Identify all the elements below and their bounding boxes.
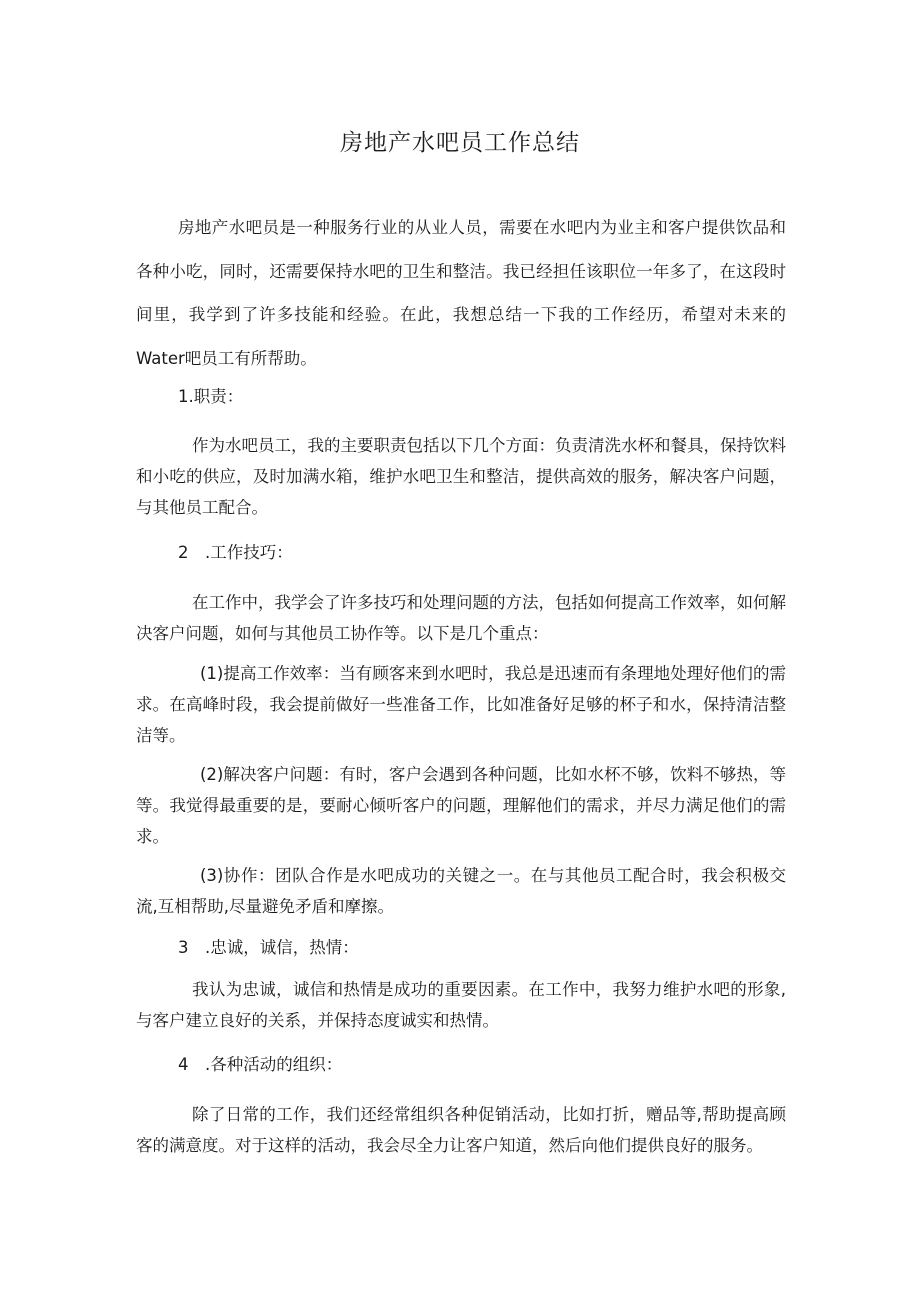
skills-point-customer-issues — [136, 759, 786, 852]
section-heading-skills: 2 .工作技巧： — [178, 543, 293, 562]
duties-text: 作为水吧员工，我的主要职责包括以下几个方面：负责清洗水杯和餐具，保持饮料和小吃的供应，及时加满水箱，维护水吧卫生和整洁，提供高效的服务，解决客户问题，与其他员工配合。 — [136, 436, 786, 517]
loyalty-paragraph — [136, 974, 786, 1036]
point-customer-issues-text: (2)解决客户问题：有时，客户会遇到各种问题，比如水杯不够，饮料不够热，等等。我觉得最重要的是，要耐心倾听客户的问题，理解他们的需求，并尽力满足他们的需求。 — [136, 765, 786, 846]
intro-text: 房地产水吧员是一种服务行业的从业人员，需要在水吧内为业主和客户提供饮品和各种小吃，同时，还需要保持水吧的卫生和整洁。我已经担任该职位一年多了，在这段时间里，我学到了许多技能和经验。在此，我想总结一下我的工作经历，希望对未来的Water吧员工有所帮助。 — [136, 218, 786, 368]
skills-paragraph — [136, 587, 786, 649]
skills-point-efficiency — [136, 658, 786, 751]
duties-paragraph — [136, 430, 786, 523]
skills-text: 在工作中，我学会了许多技巧和处理问题的方法，包括如何提高工作效率，如何解决客户问题，如何与其他员工协作等。以下是几个重点： — [136, 593, 786, 643]
intro-paragraph — [136, 206, 786, 380]
loyalty-text: 我认为忠诚，诚信和热情是成功的重要因素。在工作中，我努力维护水吧的形象,与客户建立良好的关系，并保持态度诚实和热情。 — [136, 980, 786, 1030]
skills-point-cooperation — [136, 860, 786, 922]
point-cooperation-text: (3)协作：团队合作是水吧成功的关键之一。在与其他员工配合时，我会积极交流,互相帮助,尽量避免矛盾和摩擦。 — [136, 866, 786, 916]
section-heading-loyalty: 3 .忠诚，诚信，热情： — [178, 938, 359, 957]
activities-text: 除了日常的工作，我们还经常组织各种促销活动，比如打折，赠品等,帮助提高顾客的满意度。对于这样的活动，我会尽全力让客户知道，然后向他们提供良好的服务。 — [136, 1105, 786, 1155]
section-heading-duties: 1.职责： — [178, 387, 244, 406]
point-efficiency-text: (1)提高工作效率：当有顾客来到水吧时，我总是迅速而有条理地处理好他们的需求。在高峰时段，我会提前做好一些准备工作，比如准备好足够的杯子和水，保持清洁整洁等。 — [136, 664, 786, 745]
document-title: 房地产水吧员工作总结 — [340, 130, 580, 156]
section-heading-activities: 4 .各种活动的组织： — [178, 1055, 343, 1074]
activities-paragraph — [136, 1099, 786, 1161]
